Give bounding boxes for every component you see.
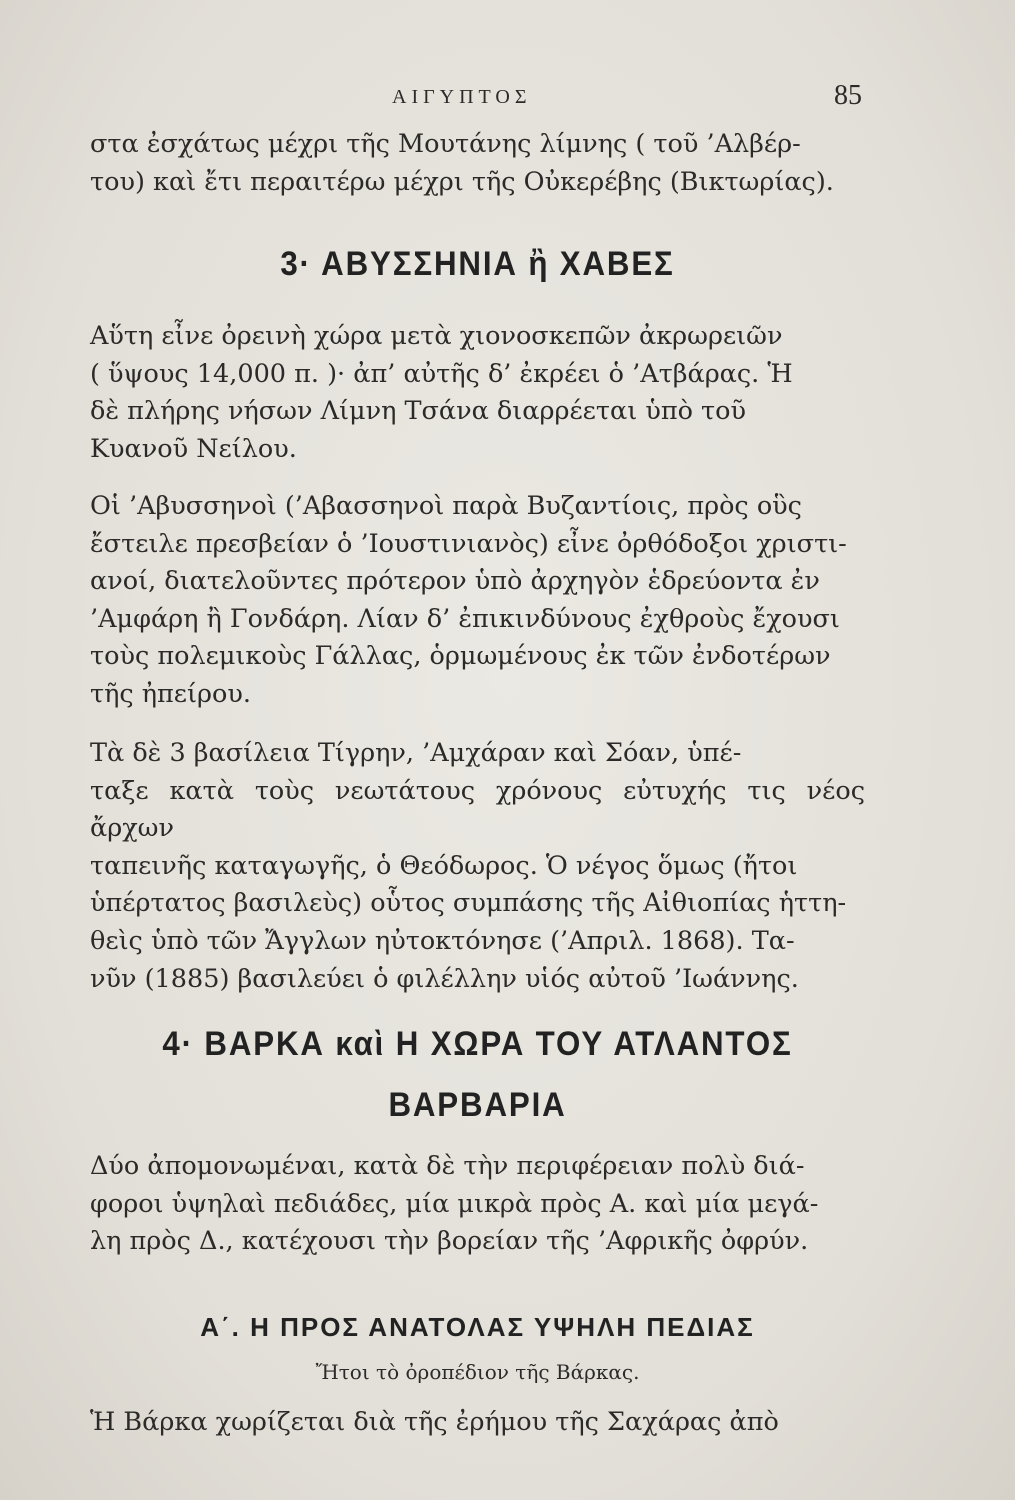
- section-heading-barbaria: ΒΑΡΒΑΡΙΑ: [388, 1086, 567, 1124]
- paragraph-kingdoms: Τὰ δὲ 3 βασίλεια Τίγρην, ’Αμχάραν καὶ Σόαν, ὑπέ- ταξε κατὰ τοὺς νεωτάτους χρόνους εὐτυχής τις νέος ἄρχων ταπεινῆς καταγωγῆς, ὁ Θεόδωρος. Ὁ νέγος ὅμως (ἤτοι ὑπέρτατος βασιλεὺς) οὗτος συμπάσης τῆς Αἰθιοπίας ἡττη- θεὶς ὑπὸ τῶν Ἄγγλων ηὐτοκτόνησε (’Απριλ. 1868). Τα- νῦν (1885) βασιλεύει ὁ φιλέλλην υἱός αὐτοῦ ’Ιωάννης.: [90, 738, 865, 994]
- paragraph-plateaus: Δύο ἀπομονωμέναι, κατὰ δὲ τὴν περιφέρειαν πολὺ διά- φοροι ὑψηλαὶ πεδιάδες, μία μικρὰ πρὸς Α. καὶ μία μεγά- λη πρὸς Δ., κατέχουσι τὴν βορείαν τῆς ’Αφρικῆς ὀφρύν.: [90, 1151, 819, 1257]
- paragraph-continuation: στα ἐσχάτως μέχρι τῆς Μουτάνης λίμνης ( τοῦ ’Αλβέρ- του) καὶ ἔτι περαιτέρω μέχρι τῆς Οὐκερέβης (Βικτωρίας).: [90, 129, 834, 197]
- paragraph-abyssinia-geography: Αὕτη εἶνε ὀρεινὴ χώρα μετὰ χιονοσκεπῶν ἀκρωρειῶν ( ὕψους 14,000 π. )· ἀπ’ αὐτῆς δ’ ἐκρέει ὁ ’Ατβάρας. Ἡ δὲ πλήρης νήσων Λίμνη Τσάνα διαρρέεται ὑπὸ τοῦ Κυανοῦ Νείλου.: [90, 321, 793, 464]
- section-heading-abyssinia: 3· ΑΒΥΣΣΗΝΙΑ ἢ ΧΑΒΕΣ: [280, 245, 675, 283]
- page-header: [392, 80, 862, 126]
- section-heading-barka: 4· ΒΑΡΚΑ καὶ Η ΧΩΡΑ ΤΟΥ ΑΤΛΑΝΤΟΣ: [162, 1025, 793, 1063]
- subsection-heading-eastern-plateau: Α΄. Η ΠΡΟΣ ΑΝΑΤΟΛΑΣ ΥΨΗΛΗ ΠΕΔΙΑΣ: [200, 1312, 755, 1342]
- paragraph-abyssinians: Οἱ ’Αβυσσηνοὶ (’Αβασσηνοὶ παρὰ Βυζαντίοις, πρὸς οὓς ἔστειλε πρεσβείαν ὁ ’Ιουστινιανὸς) εἶνε ὀρθόδοξοι χριστι- ανοί, διατελοῦντες πρότερον ὑπὸ ἀρχηγὸν ἑδρεύοντα ἐν ’Αμφάρη ἢ Γονδάρη. Λίαν δ’ ἐπικινδύνους ἐχθροὺς ἔχουσι τοὺς πολεμικοὺς Γάλλας, ὁρμωμένους ἐκ τῶν ἐνδοτέρων τῆς ἠπείρου.: [90, 491, 847, 709]
- subsection-subtitle: Ἤτοι τὸ ὀροπέδιον τῆς Βάρκας.: [315, 1360, 640, 1384]
- paragraph-barka: Ἡ Βάρκα χωρίζεται διὰ τῆς ἐρήμου τῆς Σαχάρας ἀπὸ: [90, 1407, 779, 1437]
- page-number: 85: [834, 80, 862, 111]
- running-title: ΑΙΓΥΠΤΟΣ: [392, 86, 532, 108]
